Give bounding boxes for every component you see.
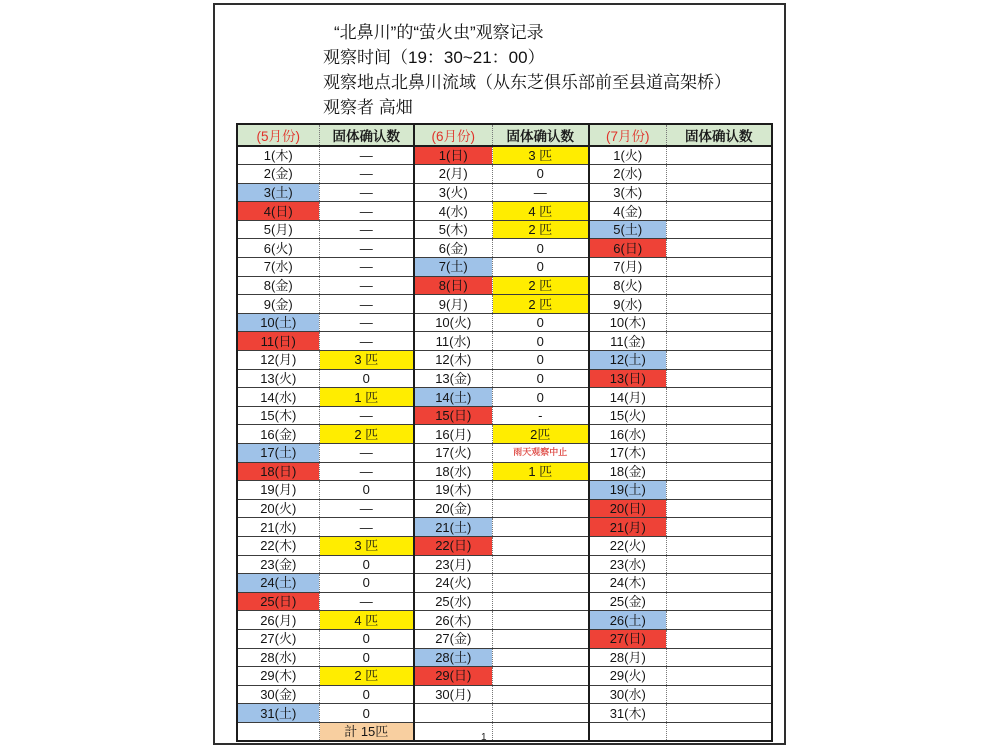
count-cell — [492, 499, 589, 518]
count-cell: 2 匹 — [319, 425, 414, 444]
count-cell: 1 匹 — [319, 388, 414, 407]
date-cell: 2(月) — [414, 165, 492, 184]
date-cell: 6(日) — [589, 239, 666, 258]
document-page — [213, 3, 786, 745]
table-row — [237, 351, 772, 370]
count-cell — [666, 258, 772, 277]
count-cell: 2匹 — [492, 425, 589, 444]
count-cell: — — [319, 146, 414, 165]
table-row — [237, 313, 772, 332]
count-cell — [666, 276, 772, 295]
date-cell: 11(水) — [414, 332, 492, 351]
date-cell: 22(火) — [589, 536, 666, 555]
date-cell: 13(金) — [414, 369, 492, 388]
date-cell: 11(金) — [589, 332, 666, 351]
date-cell: 13(火) — [237, 369, 319, 388]
date-cell: 15(火) — [589, 406, 666, 425]
count-cell: 2 匹 — [319, 667, 414, 686]
count-cell: — — [492, 183, 589, 202]
date-cell: 28(土) — [414, 648, 492, 667]
count-cell: 0 — [319, 704, 414, 723]
date-cell: 8(日) — [414, 276, 492, 295]
count-cell: 0 — [319, 629, 414, 648]
date-cell: 3(木) — [589, 183, 666, 202]
date-cell: 12(土) — [589, 351, 666, 370]
date-cell: 14(土) — [414, 388, 492, 407]
count-cell — [666, 518, 772, 537]
count-cell — [492, 667, 589, 686]
table-row — [237, 592, 772, 611]
date-cell: 4(水) — [414, 202, 492, 221]
count-cell: 2 匹 — [492, 276, 589, 295]
count-cell — [666, 332, 772, 351]
date-cell: 12(月) — [237, 351, 319, 370]
count-cell — [666, 388, 772, 407]
table-row — [237, 146, 772, 165]
count-cell: — — [319, 239, 414, 258]
date-cell: 25(日) — [237, 592, 319, 611]
count-cell — [666, 313, 772, 332]
count-cell: — — [319, 276, 414, 295]
date-cell: 24(木) — [589, 574, 666, 593]
header-month-july: (7月份) — [589, 124, 666, 146]
date-cell: 4(金) — [589, 202, 666, 221]
date-cell: 7(月) — [589, 258, 666, 277]
observation-place: 观察地点北鼻川流域（从东芝俱乐部前至县道高架桥） — [323, 73, 731, 92]
table-row — [237, 555, 772, 574]
count-cell — [666, 406, 772, 425]
date-cell: 7(土) — [414, 258, 492, 277]
count-cell — [666, 667, 772, 686]
count-cell — [492, 555, 589, 574]
date-cell: 31(土) — [237, 704, 319, 723]
count-cell: 4 匹 — [319, 611, 414, 630]
total-cell — [666, 722, 772, 741]
table-row — [237, 369, 772, 388]
date-cell: 15(日) — [414, 406, 492, 425]
date-cell: 19(土) — [589, 481, 666, 500]
count-cell — [666, 295, 772, 314]
table-row — [237, 388, 772, 407]
count-cell — [666, 555, 772, 574]
date-cell: 13(日) — [589, 369, 666, 388]
table-row — [237, 165, 772, 184]
count-cell — [666, 462, 772, 481]
date-cell: 6(金) — [414, 239, 492, 258]
count-cell — [492, 629, 589, 648]
table-row — [237, 462, 772, 481]
count-cell: 0 — [492, 369, 589, 388]
header-row — [237, 124, 772, 146]
header-month-june: (6月份) — [414, 124, 492, 146]
count-cell: — — [319, 518, 414, 537]
date-cell: 30(水) — [589, 685, 666, 704]
date-cell: 2(金) — [237, 165, 319, 184]
total-cell: 計 15匹 — [319, 722, 414, 741]
date-cell: 26(月) — [237, 611, 319, 630]
table-row — [237, 406, 772, 425]
date-cell: 21(水) — [237, 518, 319, 537]
count-cell — [492, 536, 589, 555]
count-cell: 0 — [319, 369, 414, 388]
count-cell — [666, 685, 772, 704]
date-cell: 27(日) — [589, 629, 666, 648]
title-block — [323, 20, 731, 120]
date-cell: 29(日) — [414, 667, 492, 686]
date-cell: 17(土) — [237, 444, 319, 463]
count-cell: 0 — [319, 481, 414, 500]
date-cell: 9(金) — [237, 295, 319, 314]
count-cell: 0 — [492, 313, 589, 332]
date-cell: 9(水) — [589, 295, 666, 314]
count-cell: 0 — [319, 648, 414, 667]
date-cell: 5(木) — [414, 220, 492, 239]
date-cell: 31(木) — [589, 704, 666, 723]
header-count-may: 固体确认数 — [319, 124, 414, 146]
count-cell — [492, 648, 589, 667]
count-cell — [666, 220, 772, 239]
table-row — [237, 536, 772, 555]
count-cell: - — [492, 406, 589, 425]
date-cell: 21(土) — [414, 518, 492, 537]
total-cell — [492, 722, 589, 741]
count-cell — [666, 369, 772, 388]
count-cell — [492, 481, 589, 500]
date-cell: 20(火) — [237, 499, 319, 518]
date-cell: 26(木) — [414, 611, 492, 630]
count-cell: 1 匹 — [492, 462, 589, 481]
table-row — [237, 667, 772, 686]
date-cell: 17(木) — [589, 444, 666, 463]
table-row — [237, 499, 772, 518]
date-cell: 14(月) — [589, 388, 666, 407]
count-cell — [666, 499, 772, 518]
date-cell: 18(水) — [414, 462, 492, 481]
count-cell — [492, 574, 589, 593]
date-cell: 6(火) — [237, 239, 319, 258]
count-cell: 3 匹 — [319, 351, 414, 370]
count-cell: 0 — [492, 388, 589, 407]
date-cell: 10(火) — [414, 313, 492, 332]
date-cell: 28(月) — [589, 648, 666, 667]
date-cell: 11(日) — [237, 332, 319, 351]
count-cell — [666, 146, 772, 165]
date-cell: 1(日) — [414, 146, 492, 165]
count-cell — [666, 425, 772, 444]
date-cell: 1(火) — [589, 146, 666, 165]
date-cell: 26(土) — [589, 611, 666, 630]
date-cell: 5(月) — [237, 220, 319, 239]
count-cell: 0 — [492, 351, 589, 370]
count-cell: 0 — [319, 685, 414, 704]
date-cell: 19(木) — [414, 481, 492, 500]
date-cell: 18(金) — [589, 462, 666, 481]
date-cell: 30(金) — [237, 685, 319, 704]
count-cell — [666, 592, 772, 611]
date-cell: 30(月) — [414, 685, 492, 704]
table-row — [237, 611, 772, 630]
count-cell: 2 匹 — [492, 295, 589, 314]
date-cell: 15(木) — [237, 406, 319, 425]
page-number: 1 — [481, 732, 487, 743]
count-cell: 2 匹 — [492, 220, 589, 239]
date-cell: 29(木) — [237, 667, 319, 686]
count-cell: — — [319, 592, 414, 611]
count-cell — [666, 351, 772, 370]
date-cell: 23(月) — [414, 555, 492, 574]
count-cell — [492, 592, 589, 611]
table-row — [237, 648, 772, 667]
count-cell: — — [319, 295, 414, 314]
count-cell — [666, 629, 772, 648]
date-cell: 3(火) — [414, 183, 492, 202]
count-cell: — — [319, 202, 414, 221]
date-cell: 20(日) — [589, 499, 666, 518]
count-cell: 0 — [319, 555, 414, 574]
document-title: “北鼻川”的“萤火虫”观察记录 — [334, 23, 544, 42]
date-cell: 5(土) — [589, 220, 666, 239]
header-count-july: 固体确认数 — [666, 124, 772, 146]
header-month-may: (5月份) — [237, 124, 319, 146]
table-row — [237, 332, 772, 351]
count-cell: — — [319, 258, 414, 277]
date-cell: 18(日) — [237, 462, 319, 481]
total-label-cell — [237, 722, 319, 741]
date-cell: 14(水) — [237, 388, 319, 407]
table-row — [237, 481, 772, 500]
table-row — [237, 202, 772, 221]
table-row — [237, 685, 772, 704]
count-cell — [666, 239, 772, 258]
count-cell: — — [319, 499, 414, 518]
date-cell: 16(水) — [589, 425, 666, 444]
count-cell: — — [319, 406, 414, 425]
observer: 观察者 高畑 — [323, 98, 413, 117]
date-cell: 10(木) — [589, 313, 666, 332]
count-cell: 0 — [492, 239, 589, 258]
count-cell: 0 — [492, 165, 589, 184]
date-cell: 9(月) — [414, 295, 492, 314]
count-cell — [666, 481, 772, 500]
count-cell — [666, 574, 772, 593]
date-cell: 25(金) — [589, 592, 666, 611]
count-cell — [492, 685, 589, 704]
count-cell: 0 — [319, 574, 414, 593]
count-cell: — — [319, 332, 414, 351]
table-row — [237, 518, 772, 537]
table-row — [237, 444, 772, 463]
count-cell — [666, 704, 772, 723]
date-cell: 8(金) — [237, 276, 319, 295]
date-cell: 27(金) — [414, 629, 492, 648]
count-cell — [666, 183, 772, 202]
count-cell — [666, 611, 772, 630]
table-row — [237, 574, 772, 593]
count-cell: 雨天观察中止 — [492, 444, 589, 463]
date-cell: 10(土) — [237, 313, 319, 332]
total-label-cell — [589, 722, 666, 741]
count-cell — [666, 648, 772, 667]
date-cell: 3(土) — [237, 183, 319, 202]
count-cell: — — [319, 183, 414, 202]
table-row — [237, 220, 772, 239]
count-cell — [666, 444, 772, 463]
total-row — [237, 722, 772, 741]
date-cell: 28(水) — [237, 648, 319, 667]
observation-time: 观察时间（19：30~21：00） — [323, 48, 545, 67]
date-cell: 16(金) — [237, 425, 319, 444]
date-cell: 4(日) — [237, 202, 319, 221]
count-cell: — — [319, 220, 414, 239]
date-cell: 8(火) — [589, 276, 666, 295]
date-cell: 22(木) — [237, 536, 319, 555]
count-cell — [666, 536, 772, 555]
date-cell: 17(火) — [414, 444, 492, 463]
table-row — [237, 425, 772, 444]
date-cell: 12(木) — [414, 351, 492, 370]
count-cell — [492, 704, 589, 723]
count-cell: 0 — [492, 258, 589, 277]
date-cell: 27(火) — [237, 629, 319, 648]
date-cell: 24(火) — [414, 574, 492, 593]
date-cell: 23(水) — [589, 555, 666, 574]
table-row — [237, 295, 772, 314]
date-cell: 22(日) — [414, 536, 492, 555]
table-row — [237, 704, 772, 723]
date-cell: 21(月) — [589, 518, 666, 537]
count-cell — [666, 165, 772, 184]
date-cell: 29(火) — [589, 667, 666, 686]
count-cell: 3 匹 — [492, 146, 589, 165]
date-cell: 1(木) — [237, 146, 319, 165]
count-cell: — — [319, 165, 414, 184]
table-row — [237, 629, 772, 648]
date-cell: 19(月) — [237, 481, 319, 500]
date-cell: 24(土) — [237, 574, 319, 593]
date-cell: 20(金) — [414, 499, 492, 518]
date-cell — [414, 704, 492, 723]
date-cell: 2(水) — [589, 165, 666, 184]
count-cell — [492, 518, 589, 537]
count-cell: 3 匹 — [319, 536, 414, 555]
date-cell: 25(水) — [414, 592, 492, 611]
table-row — [237, 239, 772, 258]
date-cell: 23(金) — [237, 555, 319, 574]
count-cell: — — [319, 444, 414, 463]
table-row — [237, 183, 772, 202]
header-count-june: 固体确认数 — [492, 124, 589, 146]
count-cell — [492, 611, 589, 630]
observation-table — [236, 123, 773, 742]
count-cell: — — [319, 462, 414, 481]
table-row — [237, 258, 772, 277]
date-cell: 16(月) — [414, 425, 492, 444]
table-row — [237, 276, 772, 295]
count-cell — [666, 202, 772, 221]
count-cell: 0 — [492, 332, 589, 351]
date-cell: 7(水) — [237, 258, 319, 277]
count-cell: — — [319, 313, 414, 332]
count-cell: 4 匹 — [492, 202, 589, 221]
